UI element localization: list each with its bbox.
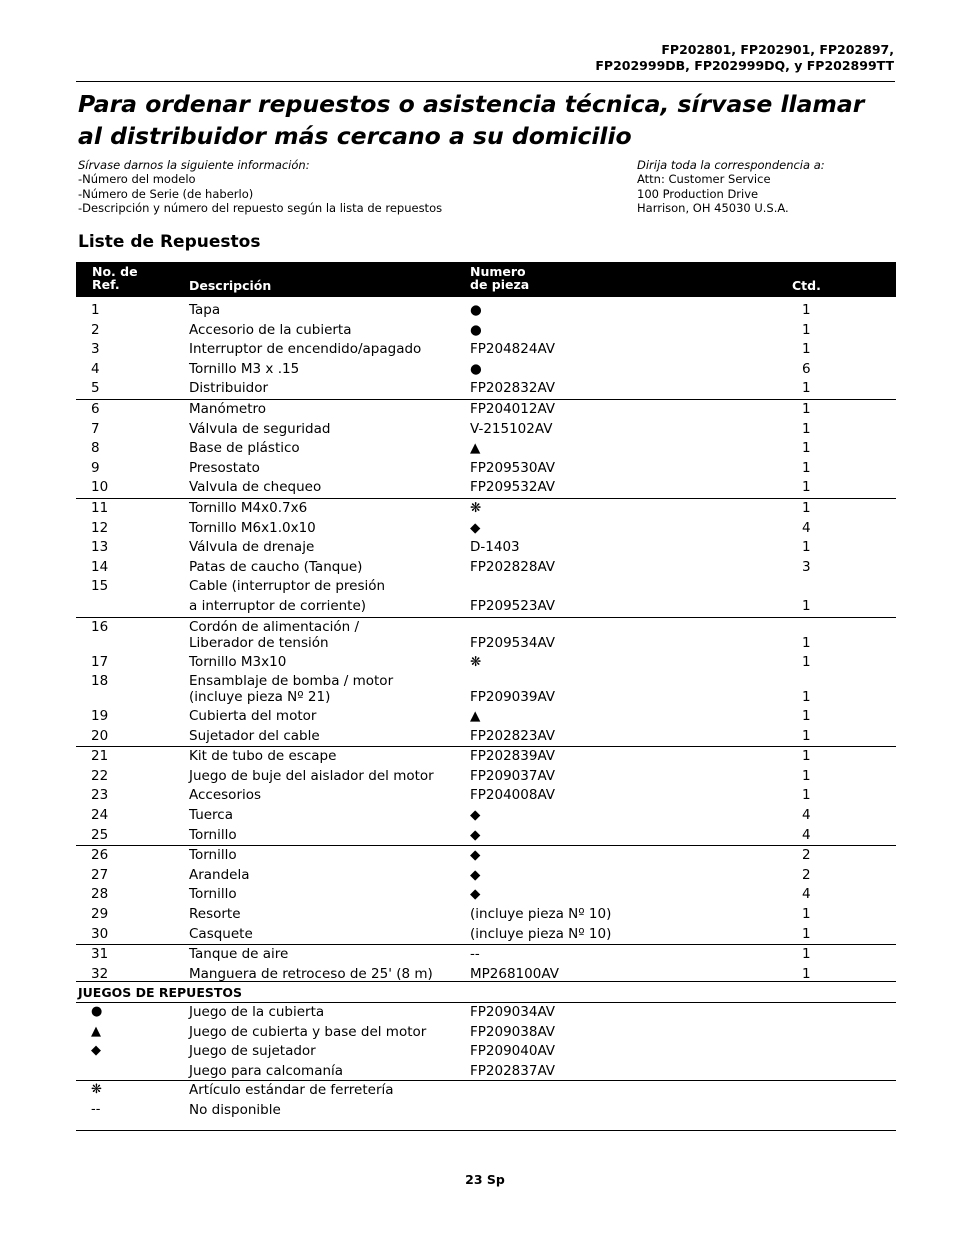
kit-symbol: ● (91, 1004, 103, 1019)
part-description: Tornillo M3 x .15 (189, 360, 300, 377)
part-description: Arandela (189, 866, 250, 883)
part-number: (incluye pieza Nº 10) (470, 906, 612, 923)
table-row (76, 577, 896, 597)
part-quantity: 1 (802, 787, 811, 804)
info-request-line: -Descripción y número del repuesto según la lista de repuestos (78, 200, 443, 215)
part-quantity: 1 (802, 420, 811, 437)
table-row (76, 885, 896, 905)
part-quantity: 1 (802, 708, 811, 725)
part-quantity: 1 (802, 302, 811, 318)
part-number: ● (470, 321, 482, 338)
ref-number: 9 (91, 459, 100, 476)
table-row (76, 439, 896, 459)
part-description: Manguera de retroceso de 25' (8 m) (189, 965, 433, 982)
parts-list-title: Liste de Repuestos (78, 232, 261, 252)
bottom-divider (76, 1130, 896, 1131)
table-row (76, 846, 896, 866)
table-row (76, 747, 896, 767)
part-number: FP204824AV (470, 341, 556, 358)
part-quantity: 1 (802, 479, 811, 496)
part-number: FP202823AV (470, 727, 556, 744)
legend-description: No disponible (189, 1101, 281, 1118)
part-number: MP268100AV (470, 965, 559, 982)
info-request-line: -Número del modelo (78, 172, 196, 187)
legend-symbol: ❋ (91, 1082, 102, 1097)
address-line: Harrison, OH 45030 U.S.A. (637, 200, 789, 215)
table-row (76, 321, 896, 341)
kit-description: Juego de sujetador (189, 1043, 316, 1060)
part-description: Juego de buje del aislador del motor (189, 767, 434, 784)
part-number: ❋ (470, 499, 482, 516)
part-quantity: 4 (802, 886, 811, 903)
kit-part-number: FP202837AV (470, 1062, 556, 1079)
ref-number: 24 (91, 807, 109, 824)
table-row (76, 618, 896, 653)
page-title: Para ordenar repuestos o asistencia técnica, sírvase llamar al distribuidor más cercano a su domicilio (78, 90, 865, 150)
kit-description: Juego de cubierta y base del motor (189, 1023, 427, 1040)
part-quantity: 1 (802, 689, 811, 706)
part-number: ◆ (470, 847, 481, 864)
kit-row (76, 1042, 896, 1062)
part-description: Accesorios (189, 787, 262, 804)
table-row (76, 400, 896, 420)
part-quantity: 1 (802, 380, 811, 397)
ref-number: 11 (91, 499, 109, 516)
part-quantity: 1 (802, 459, 811, 476)
parts-table-body (76, 301, 896, 984)
kit-row (76, 1003, 896, 1023)
part-description: Tornillo M3x10 (189, 653, 287, 670)
header-description: Descripción (189, 278, 272, 293)
part-description: Patas de caucho (Tanque) (189, 558, 363, 575)
kits-divider-top (76, 981, 896, 982)
ref-number: 27 (91, 866, 109, 883)
ref-number: 6 (91, 400, 100, 417)
part-quantity: 1 (802, 925, 811, 942)
ref-number: 25 (91, 826, 109, 843)
part-quantity: 1 (802, 341, 811, 358)
legend-list (76, 1081, 896, 1120)
table-row (76, 727, 896, 747)
part-number: ◆ (470, 886, 481, 903)
kit-row (76, 1023, 896, 1043)
part-number: ● (470, 360, 482, 377)
part-description: Tapa (189, 302, 221, 318)
header-ref: No. de Ref. (92, 264, 138, 292)
part-description: Cable (interruptor de presión (189, 578, 386, 595)
ref-number: 15 (91, 578, 109, 595)
ref-number: 19 (91, 708, 109, 725)
parts-table-header (76, 262, 896, 297)
part-number: ◆ (470, 826, 481, 843)
part-description: Valvula de chequeo (189, 479, 322, 496)
ref-number: 32 (91, 965, 109, 982)
table-row (76, 786, 896, 806)
table-row (76, 826, 896, 846)
ref-number: 16 (91, 618, 109, 635)
ref-number: 23 (91, 787, 109, 804)
part-quantity: 4 (802, 826, 811, 843)
part-quantity: 1 (802, 400, 811, 417)
part-description: Tornillo (189, 847, 237, 864)
part-description: Tornillo M4x0.7x6 (189, 499, 308, 516)
part-number: FP202839AV (470, 748, 556, 765)
kit-symbol: ▲ (91, 1023, 101, 1039)
part-description: Válvula de drenaje (189, 539, 315, 556)
table-row (76, 707, 896, 727)
kit-part-number: FP209034AV (470, 1004, 556, 1020)
page-number: 23 Sp (465, 1172, 505, 1187)
table-row (76, 653, 896, 673)
info-request-heading: Sírvase darnos la siguiente información: (78, 158, 310, 172)
ref-number: 7 (91, 420, 100, 437)
address-line: Attn: Customer Service (637, 172, 771, 187)
part-number: FP209532AV (470, 479, 556, 496)
part-number: ◆ (470, 807, 481, 824)
part-description: a interruptor de corriente) (189, 597, 367, 614)
part-description: Válvula de seguridad (189, 420, 331, 437)
ref-number: 12 (91, 519, 109, 536)
part-description: Sujetador del cable (189, 727, 320, 744)
model-numbers-header: FP202801, FP202901, FP202897, FP202999DB, FP202999DQ, y FP202899TT (595, 42, 894, 73)
kit-part-number: FP209038AV (470, 1023, 556, 1040)
table-row (76, 597, 896, 617)
part-quantity: 3 (802, 558, 811, 575)
part-description: Cordón de alimentación / Liberador de tensión (189, 618, 360, 651)
ref-number: 29 (91, 906, 109, 923)
kit-description: Juego para calcomanía (189, 1062, 344, 1079)
part-number: (incluye pieza Nº 10) (470, 925, 612, 942)
part-quantity: 1 (802, 906, 811, 923)
kit-row (76, 1062, 896, 1082)
part-number: D-1403 (470, 539, 520, 556)
part-number: ● (470, 302, 482, 318)
ref-number: 28 (91, 886, 109, 903)
correspondence-address-block (637, 158, 825, 215)
ref-number: 17 (91, 653, 109, 670)
part-description: Base de plástico (189, 440, 300, 457)
part-description: Tuerca (189, 807, 234, 824)
part-quantity: 1 (802, 727, 811, 744)
header-divider (76, 81, 895, 82)
ref-number: 3 (91, 341, 100, 358)
ref-number: 2 (91, 321, 100, 338)
part-number: ▲ (470, 440, 481, 457)
part-number: FP209530AV (470, 459, 556, 476)
table-row (76, 379, 896, 399)
part-quantity: 1 (802, 499, 811, 516)
ref-number: 30 (91, 925, 109, 942)
ref-number: 31 (91, 946, 109, 963)
part-description: Manómetro (189, 400, 266, 417)
table-row (76, 360, 896, 380)
part-number: FP209039AV (470, 689, 556, 706)
legend-symbol: -- (91, 1101, 101, 1117)
part-number: FP209037AV (470, 767, 556, 784)
part-quantity: 1 (802, 597, 811, 614)
part-number: ◆ (470, 866, 481, 883)
part-description: Tornillo M6x1.0x10 (189, 519, 316, 536)
correspondence-heading: Dirija toda la correspondencia a: (637, 158, 825, 172)
ref-number: 1 (91, 302, 100, 318)
kit-symbol: ◆ (91, 1043, 101, 1059)
part-description: Casquete (189, 925, 253, 942)
part-description: Interruptor de encendido/apagado (189, 341, 422, 358)
part-description: Cubierta del motor (189, 708, 317, 725)
table-row (76, 866, 896, 886)
part-number: ▲ (470, 708, 481, 725)
ref-number: 8 (91, 440, 100, 457)
part-quantity: 4 (802, 807, 811, 824)
part-quantity: 1 (802, 539, 811, 556)
table-row (76, 767, 896, 787)
part-quantity: 4 (802, 519, 811, 536)
kit-description: Juego de la cubierta (189, 1004, 325, 1020)
part-quantity: 2 (802, 847, 811, 864)
kits-title: JUEGOS DE REPUESTOS (78, 985, 243, 1000)
part-description: Presostato (189, 459, 260, 476)
table-row (76, 301, 896, 321)
part-description: Distribuidor (189, 380, 269, 397)
table-row (76, 925, 896, 945)
ref-number: 22 (91, 767, 109, 784)
header-quantity: Ctd. (792, 278, 821, 293)
legend-row (76, 1101, 896, 1121)
ref-number: 20 (91, 727, 109, 744)
legend-row (76, 1081, 896, 1101)
part-number: FP209534AV (470, 634, 556, 651)
table-row (76, 558, 896, 578)
table-row (76, 340, 896, 360)
table-row (76, 519, 896, 539)
part-description: Tornillo (189, 886, 237, 903)
ref-number: 21 (91, 748, 109, 765)
table-row (76, 499, 896, 519)
table-row (76, 945, 896, 965)
part-description: Accesorio de la cubierta (189, 321, 352, 338)
part-number: ❋ (470, 653, 482, 670)
part-quantity: 1 (802, 946, 811, 963)
table-row (76, 672, 896, 707)
ref-number: 18 (91, 673, 109, 690)
kit-part-number: FP209040AV (470, 1043, 556, 1060)
part-quantity: 1 (802, 321, 811, 338)
part-quantity: 1 (802, 440, 811, 457)
part-number: FP202828AV (470, 558, 556, 575)
kits-list (76, 1003, 896, 1081)
info-request-line: -Número de Serie (de haberlo) (78, 186, 254, 201)
part-number: FP204012AV (470, 400, 556, 417)
ref-number: 4 (91, 360, 100, 377)
ref-number: 13 (91, 539, 109, 556)
part-description: Tanque de aire (189, 946, 289, 963)
ref-number: 14 (91, 558, 109, 575)
ref-number: 10 (91, 479, 109, 496)
table-row (76, 459, 896, 479)
part-number: ◆ (470, 519, 481, 536)
part-description: Resorte (189, 906, 241, 923)
info-request-block (78, 158, 442, 215)
part-number: V-215102AV (470, 420, 553, 437)
table-row (76, 806, 896, 826)
part-description: Ensamblaje de bomba / motor (incluye pieza Nº 21) (189, 673, 394, 706)
legend-description: Artículo estándar de ferretería (189, 1082, 394, 1098)
part-quantity: 1 (802, 653, 811, 670)
table-row (76, 420, 896, 440)
part-description: Tornillo (189, 826, 237, 843)
part-quantity: 1 (802, 767, 811, 784)
part-quantity: 2 (802, 866, 811, 883)
part-description: Kit de tubo de escape (189, 748, 337, 765)
part-number: FP209523AV (470, 597, 556, 614)
part-quantity: 1 (802, 748, 811, 765)
part-quantity: 1 (802, 965, 811, 982)
part-number: FP202832AV (470, 380, 556, 397)
part-quantity: 6 (802, 360, 811, 377)
address-line: 100 Production Drive (637, 186, 759, 201)
ref-number: 5 (91, 380, 100, 397)
ref-number: 26 (91, 847, 109, 864)
header-part-number: Numero de pieza (470, 264, 530, 292)
part-number: FP204008AV (470, 787, 556, 804)
part-quantity: 1 (802, 634, 811, 651)
table-row (76, 478, 896, 498)
table-row (76, 905, 896, 925)
table-row (76, 538, 896, 558)
part-number: -- (470, 946, 480, 963)
